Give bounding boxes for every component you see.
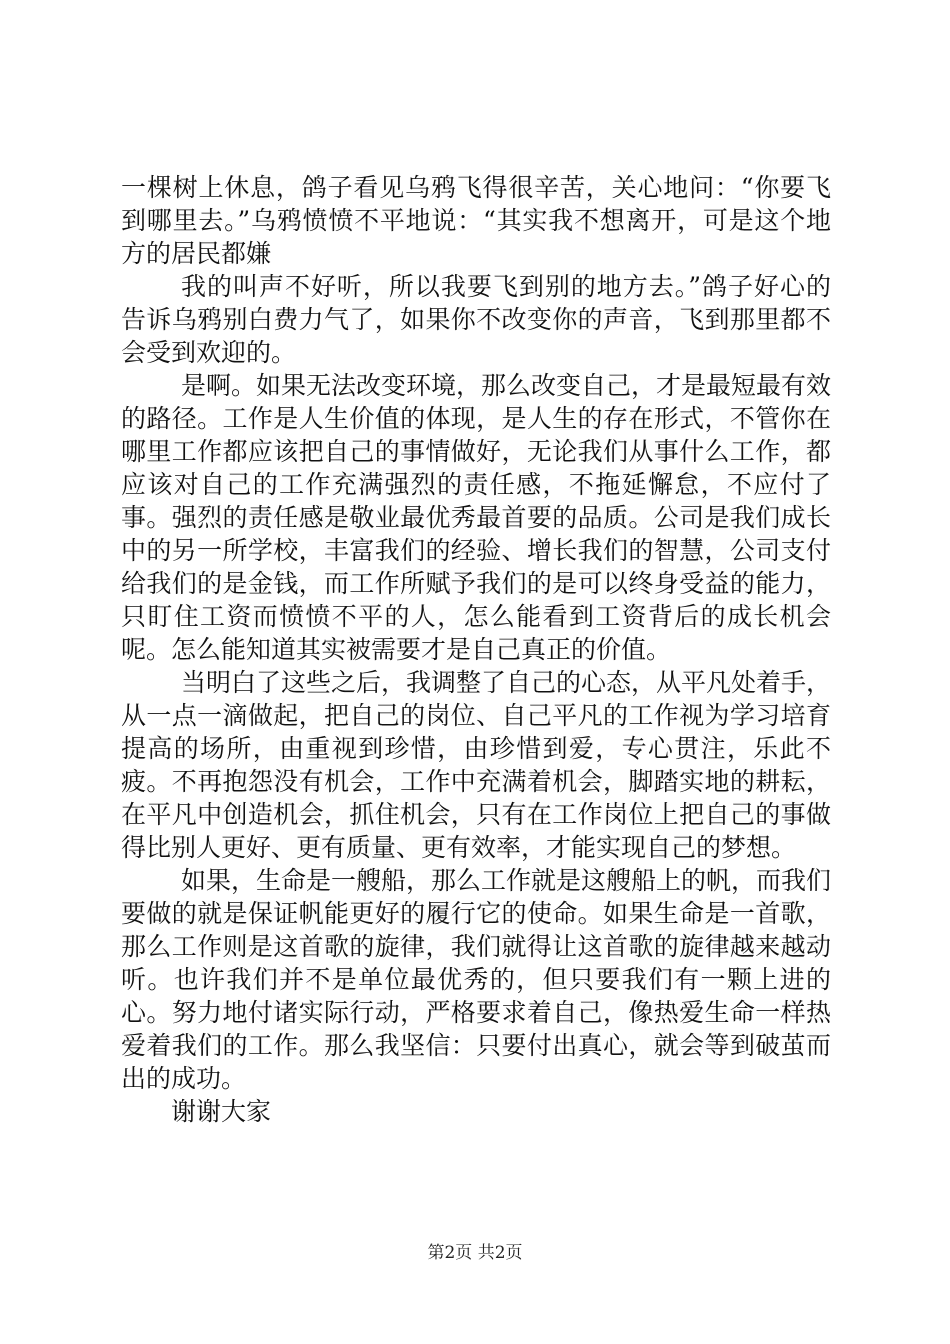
- paragraph-continuation: 一棵树上休息，鸽子看见乌鸦飞得很辛苦，关心地问：“你要飞到哪里去。”乌鸦愤愤不平地说：“其实我不想离开，可是这个地方的居民都嫌: [121, 173, 831, 268]
- document-body: [121, 171, 831, 1128]
- page-footer: [0, 1242, 950, 1264]
- paragraph: 我的叫声不好听，所以我要飞到别的地方去。”鸽子好心的告诉乌鸦别白费力气了，如果你不改变你的声音，飞到那里都不会受到欢迎的。: [121, 272, 831, 367]
- paragraph: 当明白了这些之后，我调整了自己的心态，从平凡处着手，从一点一滴做起，把自己的岗位、自己平凡的工作视为学习培育提高的场所，由重视到珍惜，由珍惜到爱，专心贯注，乐此不疲。不再抱怨没有机会，工作中充满着机会，脚踏实地的耕耘，在平凡中创造机会，抓住机会，只有在工作岗位上把自己的事做得比别人更好、更有质量、更有效率，才能实现自己的梦想。: [121, 668, 832, 862]
- closing-line: 谢谢大家: [171, 1097, 272, 1126]
- paragraph: 是啊。如果无法改变环境，那么改变自己，才是最短最有效的路径。工作是人生价值的体现，是人生的存在形式，不管你在哪里工作都应该把自己的事情做好，无论我们从事什么工作，都应该对自己的工作充满强烈的责任感，不拖延懈怠，不应付了事。强烈的责任感是敬业最优秀最首要的品质。公司是我们成长中的另一所学校，丰富我们的经验、增长我们的智慧，公司支付给我们的是金钱，而工作所赋予我们的是可以终身受益的能力，只盯住工资而愤愤不平的人，怎么能看到工资背后的成长机会呢。怎么能知道其实被需要才是自己真正的价值。: [121, 371, 832, 664]
- page-number: 第2页 共2页: [427, 1243, 523, 1263]
- paragraph: 如果，生命是一艘船，那么工作就是这艘船上的帆，而我们要做的就是保证帆能更好的履行它的使命。如果生命是一首歌，那么工作则是这首歌的旋律，我们就得让这首歌的旋律越来越动听。也许我们并不是单位最优秀的，但只要我们有一颗上进的心。努力地付诸实际行动，严格要求着自己，像热爱生命一样热爱着我们的工作。那么我坚信：只要付出真心，就会等到破茧而出的成功。: [121, 866, 832, 1093]
